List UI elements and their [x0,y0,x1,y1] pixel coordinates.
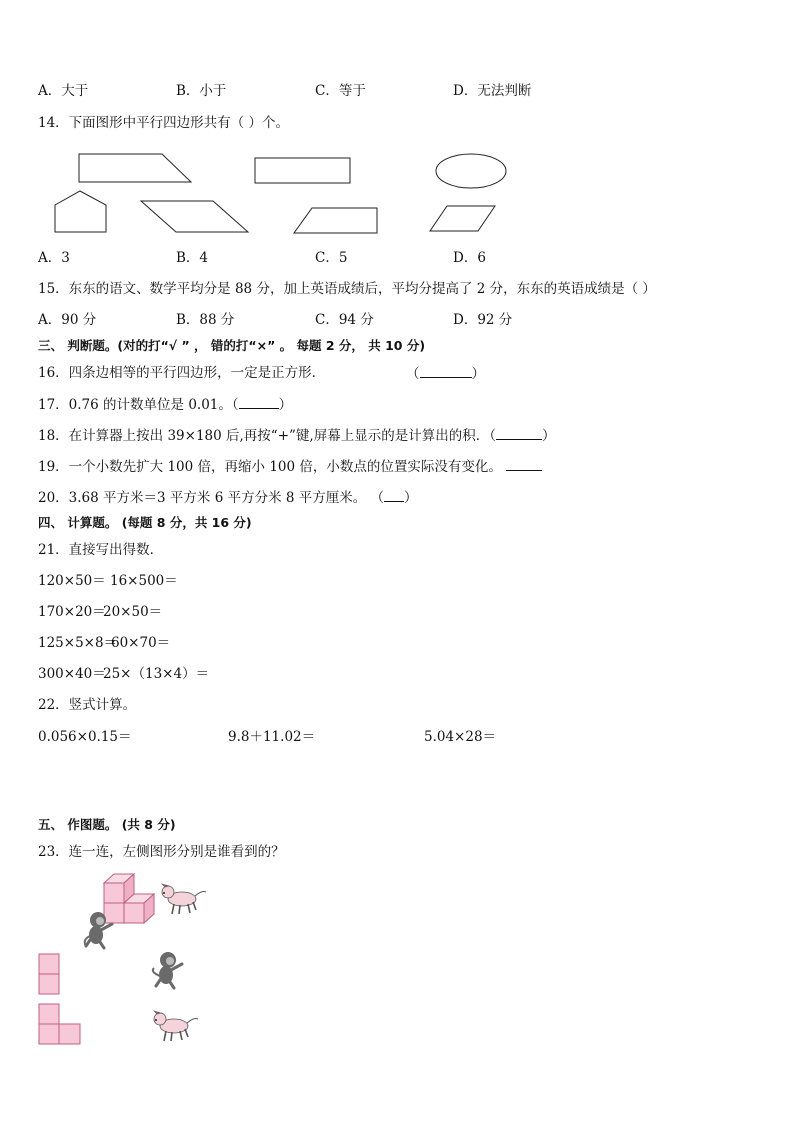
q13-option-a: A．大于 [38,83,89,99]
q21-item: 16×500＝ [110,573,178,589]
q17-end: ） [278,397,293,413]
q19-text: 19．一个小数先扩大 100 倍，再缩小 100 倍，小数点的位置实际没有变化。 [38,459,502,475]
section5-heading: 五、 作图题。 (共 8 分) [38,817,176,832]
q14-option-c: C．5 [315,250,348,266]
dog-icon [162,884,206,914]
q18-end: ） [541,428,556,444]
q16-paren-left: （ [406,366,420,382]
q21-item: 60×70＝ [111,635,171,651]
q13-option-c: C．等于 [315,83,366,99]
q20-text: 20．3.68 平方米＝3 平方米 6 平方分米 8 平方厘米。 （ [38,490,385,506]
q22-item: 0.056×0.15＝ [38,729,132,745]
view-l-shape [39,1004,80,1044]
q17-text: 17．0.76 的计数单位是 0.01。（ [38,397,239,413]
q20-end: ） [404,490,418,506]
cube-stack-figure [104,874,154,923]
q21-item: 125×5×8＝ [38,635,118,651]
q15-stem: 15．东东的语文、数学平均分是 88 分，加上英语成绩后，平均分提高了 2 分，东东的英语成绩是（ ） [38,281,656,297]
q22-item: 5.04×28＝ [424,729,497,745]
monkey-icon [153,952,182,988]
q21-item: 300×40＝ [38,666,106,682]
q21-item: 120×50＝ [38,573,106,589]
q21-item: 25×（13×4）＝ [103,666,210,682]
q22-item: 9.8＋11.02＝ [228,729,316,745]
q15-option-b: B．88 分 [176,312,235,328]
q21-item: 20×50＝ [103,604,163,620]
q23-stem: 23．连一连，左侧图形分别是谁看到的？ [38,844,285,860]
q14-option-d: D．6 [453,250,486,266]
q14-option-b: B．4 [176,250,209,266]
q22-stem: 22．竖式计算。 [38,697,137,713]
q16-paren-right: ） [471,366,485,382]
q14-option-a: A．3 [38,250,70,266]
q13-option-d: D．无法判断 [453,83,532,99]
q13-option-b: B．小于 [176,83,227,99]
section3-heading: 三、 判断题。(对的打“√ ” ， 错的打“×” 。 每题 2 分， 共 10 分) [38,338,426,353]
q14-stem: 14．下面图形中平行四边形共有（ ）个。 [38,115,289,131]
q15-option-a: A．90 分 [38,312,97,328]
q18-text: 18．在计算器上按出 39×180 后,再按“+”键,屏幕上显示的是计算出的积．（ [38,428,496,444]
q16-text: 16．四条边相等的平行四边形，一定是正方形． [38,365,326,381]
section4-heading: 四、 计算题。 (每题 8 分，共 16 分) [38,515,252,530]
q15-option-c: C．94 分 [315,312,374,328]
q21-item: 170×20＝ [38,604,106,620]
view-two-stacked-squares [39,954,59,994]
q21-stem: 21．直接写出得数． [38,542,164,558]
q15-option-d: D．92 分 [453,312,513,328]
dog-icon [154,1011,198,1041]
